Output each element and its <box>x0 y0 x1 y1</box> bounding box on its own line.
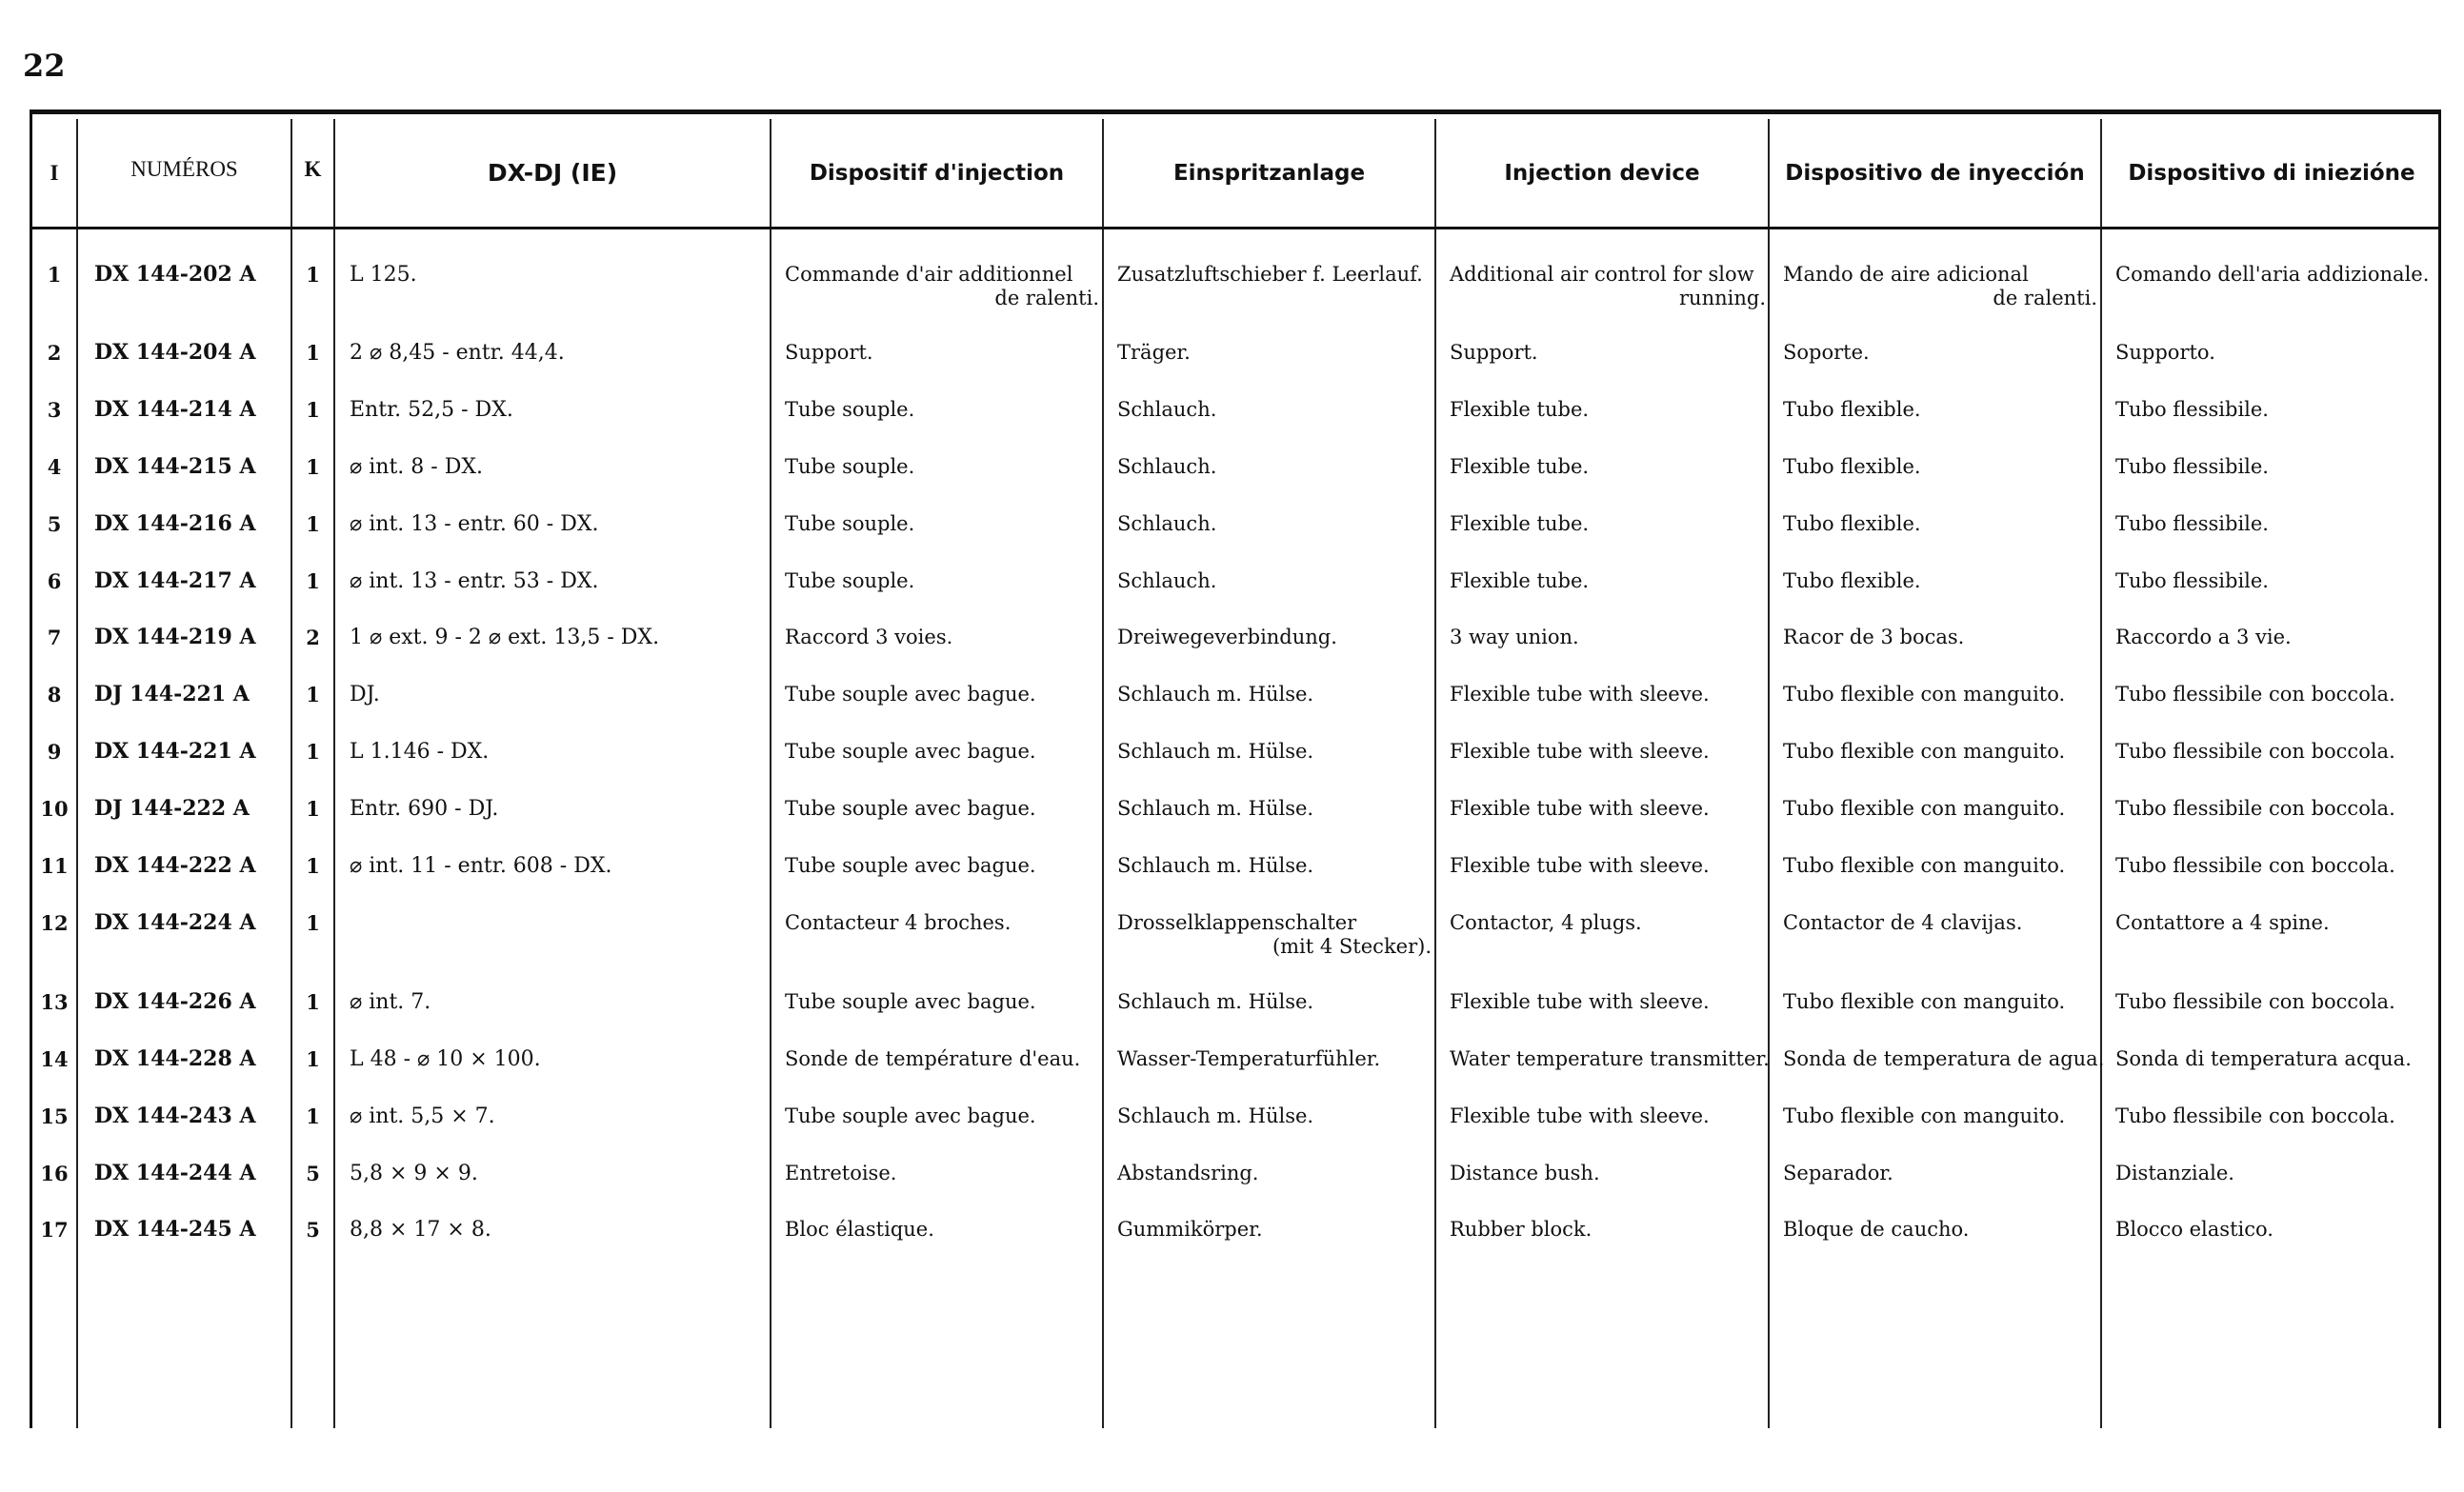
desc-spanish: Racor de 3 bocas. <box>1783 626 1965 648</box>
desc-english: Distance bush. <box>1450 1162 1600 1184</box>
quantity-k: 1 <box>306 398 320 422</box>
desc-spanish: Tubo flexible con manguito. <box>1783 1104 2066 1127</box>
desc-german: Dreiwegeverbindung. <box>1117 626 1337 648</box>
desc-german: Schlauch m. Hülse. <box>1117 683 1314 706</box>
desc-german: Schlauch m. Hülse. <box>1117 740 1314 763</box>
desc-italian: Tubo flessibile con boccola. <box>2115 990 2395 1013</box>
row-index: 4 <box>47 455 62 479</box>
row-index: 16 <box>40 1162 69 1185</box>
desc-english: Flexible tube with sleeve. <box>1450 740 1710 763</box>
desc-english: Additional air control for slow running. <box>1450 263 1766 309</box>
row-index: 7 <box>47 626 62 649</box>
part-number: DX 144-216 A <box>94 511 256 536</box>
column-divider <box>1434 119 1436 1428</box>
desc-english: Flexible tube with sleeve. <box>1450 683 1710 706</box>
quantity-k: 1 <box>306 990 320 1014</box>
desc-german: Gummikörper. <box>1117 1218 1263 1241</box>
desc-english: Flexible tube. <box>1450 569 1590 592</box>
quantity-k: 1 <box>306 797 320 821</box>
desc-french: Commande d'air additionnel de ralenti. <box>785 263 1099 309</box>
desc-french: Tube souple. <box>785 569 915 592</box>
part-number: DX 144-202 A <box>94 262 256 287</box>
desc-german: Schlauch. <box>1117 512 1217 535</box>
desc-english: Flexible tube with sleeve. <box>1450 797 1710 820</box>
header-italian: Dispositivo di iniezióne <box>2128 160 2415 186</box>
quantity-k: 1 <box>306 911 320 935</box>
dimensions: L 1.146 - DX. <box>350 740 490 764</box>
column-divider <box>1102 119 1104 1428</box>
desc-german: Schlauch m. Hülse. <box>1117 1104 1314 1127</box>
desc-italian: Tubo flessibile. <box>2115 398 2269 421</box>
desc-spanish: Tubo flexible. <box>1783 569 1921 592</box>
desc-spanish: Contactor de 4 clavijas. <box>1783 911 2023 934</box>
part-number: DX 144-215 A <box>94 454 256 479</box>
desc-italian: Blocco elastico. <box>2115 1218 2274 1241</box>
desc-english: 3 way union. <box>1450 626 1579 648</box>
row-index: 15 <box>40 1104 69 1128</box>
part-number: DX 144-222 A <box>94 853 256 878</box>
row-index: 6 <box>47 569 62 593</box>
dimensions: L 48 - ⌀ 10 × 100. <box>350 1047 541 1071</box>
desc-english: Flexible tube. <box>1450 455 1590 478</box>
desc-italian: Supporto. <box>2115 341 2215 364</box>
desc-german: Schlauch. <box>1117 569 1217 592</box>
quantity-k: 1 <box>306 1104 320 1128</box>
desc-italian: Tubo flessibile con boccola. <box>2115 797 2395 820</box>
dimensions: Entr. 52,5 - DX. <box>350 398 513 422</box>
header-model: DX-DJ (IE) <box>487 159 618 187</box>
desc-french: Tube souple. <box>785 455 915 478</box>
desc-spanish: Soporte. <box>1783 341 1870 364</box>
desc-italian: Tubo flessibile. <box>2115 455 2269 478</box>
row-index: 3 <box>47 398 62 422</box>
desc-italian: Sonda di temperatura acqua. <box>2115 1047 2412 1070</box>
dimensions: ⌀ int. 5,5 × 7. <box>350 1104 495 1128</box>
quantity-k: 1 <box>306 341 320 365</box>
desc-italian: Tubo flessibile con boccola. <box>2115 1104 2395 1127</box>
desc-french: Tube souple avec bague. <box>785 1104 1036 1127</box>
dimensions: DJ. <box>350 683 380 706</box>
desc-french: Bloc élastique. <box>785 1218 934 1241</box>
row-index: 9 <box>47 740 62 764</box>
quantity-k: 5 <box>306 1218 320 1242</box>
dimensions: ⌀ int. 7. <box>350 990 431 1014</box>
desc-german: Träger. <box>1117 341 1191 364</box>
desc-spanish: Tubo flexible con manguito. <box>1783 740 2066 763</box>
dimensions: 8,8 × 17 × 8. <box>350 1218 491 1242</box>
row-index: 8 <box>47 683 62 706</box>
dimensions: L 125. <box>350 263 417 287</box>
part-number: DX 144-217 A <box>94 568 256 593</box>
part-number: DX 144-244 A <box>94 1161 256 1185</box>
desc-french: Tube souple avec bague. <box>785 797 1036 820</box>
desc-french: Tube souple avec bague. <box>785 683 1036 706</box>
desc-spanish: Tubo flexible con manguito. <box>1783 854 2066 877</box>
desc-english: Rubber block. <box>1450 1218 1593 1241</box>
desc-spanish: Tubo flexible con manguito. <box>1783 990 2066 1013</box>
desc-italian: Raccordo a 3 vie. <box>2115 626 2292 648</box>
header-index: I <box>50 160 59 185</box>
part-number: DX 144-219 A <box>94 625 256 649</box>
dimensions: 2 ⌀ 8,45 - entr. 44,4. <box>350 341 565 365</box>
quantity-k: 1 <box>306 683 320 706</box>
quantity-k: 1 <box>306 1047 320 1071</box>
row-index: 2 <box>47 341 62 365</box>
desc-spanish: Bloque de caucho. <box>1783 1218 1970 1241</box>
desc-german: Abstandsring. <box>1117 1162 1259 1184</box>
desc-spanish: Tubo flexible con manguito. <box>1783 683 2066 706</box>
quantity-k: 1 <box>306 740 320 764</box>
quantity-k: 1 <box>306 263 320 287</box>
desc-italian: Tubo flessibile con boccola. <box>2115 854 2395 877</box>
desc-french: Tube souple avec bague. <box>785 854 1036 877</box>
desc-french: Tube souple avec bague. <box>785 990 1036 1013</box>
dimensions: Entr. 690 - DJ. <box>350 797 499 821</box>
desc-german: Zusatzluftschieber f. Leerlauf. <box>1117 263 1423 286</box>
desc-french: Raccord 3 voies. <box>785 626 953 648</box>
quantity-k: 2 <box>306 626 320 649</box>
header-english: Injection device <box>1504 160 1700 186</box>
desc-italian: Tubo flessibile con boccola. <box>2115 683 2395 706</box>
desc-german: Schlauch m. Hülse. <box>1117 990 1314 1013</box>
part-number: DX 144-204 A <box>94 340 256 365</box>
dimensions: ⌀ int. 11 - entr. 608 - DX. <box>350 854 612 878</box>
part-number: DX 144-214 A <box>94 397 256 422</box>
desc-spanish: Tubo flexible. <box>1783 398 1921 421</box>
quantity-k: 1 <box>306 854 320 878</box>
desc-english: Flexible tube with sleeve. <box>1450 854 1710 877</box>
desc-italian: Comando dell'aria addizionale. <box>2115 263 2430 286</box>
row-index: 12 <box>40 911 69 935</box>
desc-german: Schlauch. <box>1117 455 1217 478</box>
desc-spanish: Tubo flexible con manguito. <box>1783 797 2066 820</box>
row-index: 14 <box>40 1047 69 1071</box>
header-german: Einspritzanlage <box>1172 160 1366 186</box>
desc-french: Tube souple avec bague. <box>785 740 1036 763</box>
desc-french: Tube souple. <box>785 398 915 421</box>
column-divider <box>1768 119 1770 1428</box>
desc-german: Schlauch m. Hülse. <box>1117 854 1314 877</box>
desc-french: Contacteur 4 broches. <box>785 911 1012 934</box>
desc-english: Flexible tube. <box>1450 398 1590 421</box>
desc-german: Schlauch. <box>1117 398 1217 421</box>
row-index: 5 <box>47 512 62 536</box>
desc-french: Support. <box>785 341 873 364</box>
column-divider <box>2100 119 2102 1428</box>
desc-italian: Tubo flessibile con boccola. <box>2115 740 2395 763</box>
part-number: DX 144-243 A <box>94 1104 256 1128</box>
row-index: 11 <box>40 854 69 878</box>
dimensions: ⌀ int. 13 - entr. 60 - DX. <box>350 512 599 536</box>
dimensions: ⌀ int. 8 - DX. <box>350 455 483 479</box>
column-divider <box>76 119 78 1428</box>
column-divider <box>333 119 335 1428</box>
part-number: DJ 144-222 A <box>94 796 250 821</box>
desc-english: Support. <box>1450 341 1538 364</box>
desc-english: Flexible tube with sleeve. <box>1450 990 1710 1013</box>
row-index: 17 <box>40 1218 69 1242</box>
column-divider <box>770 119 771 1428</box>
part-number: DJ 144-221 A <box>94 682 250 706</box>
part-number: DX 144-245 A <box>94 1217 256 1242</box>
desc-italian: Tubo flessibile. <box>2115 512 2269 535</box>
row-index: 1 <box>47 263 62 287</box>
desc-french: Entretoise. <box>785 1162 897 1184</box>
quantity-k: 1 <box>306 512 320 536</box>
desc-italian: Tubo flessibile. <box>2115 569 2269 592</box>
desc-spanish: Sonda de temperatura de agua. <box>1783 1047 2105 1070</box>
desc-spanish: Separador. <box>1783 1162 1893 1184</box>
desc-german: Drosselklappenschalter (mit 4 Stecker). <box>1117 911 1432 958</box>
desc-french: Sonde de température d'eau. <box>785 1047 1081 1070</box>
desc-spanish: Mando de aire adicional de ralenti. <box>1783 263 2097 309</box>
part-number: DX 144-228 A <box>94 1046 256 1071</box>
desc-french: Tube souple. <box>785 512 915 535</box>
desc-italian: Contattore a 4 spine. <box>2115 911 2330 934</box>
header-k: K <box>304 157 322 181</box>
quantity-k: 1 <box>306 455 320 479</box>
row-index: 10 <box>40 797 69 821</box>
dimensions: 5,8 × 9 × 9. <box>350 1162 478 1185</box>
desc-italian: Distanziale. <box>2115 1162 2234 1184</box>
row-index: 13 <box>40 990 69 1014</box>
header-numbers: NUMÉROS <box>130 157 238 181</box>
desc-english: Contactor, 4 plugs. <box>1450 911 1642 934</box>
quantity-k: 5 <box>306 1162 320 1185</box>
dimensions: ⌀ int. 13 - entr. 53 - DX. <box>350 569 599 593</box>
part-number: DX 144-224 A <box>94 910 256 935</box>
dimensions: 1 ⌀ ext. 9 - 2 ⌀ ext. 13,5 - DX. <box>350 626 660 649</box>
desc-english: Water temperature transmitter. <box>1450 1047 1770 1070</box>
desc-spanish: Tubo flexible. <box>1783 455 1921 478</box>
desc-english: Flexible tube with sleeve. <box>1450 1104 1710 1127</box>
desc-german: Wasser-Temperaturfühler. <box>1117 1047 1381 1070</box>
desc-spanish: Tubo flexible. <box>1783 512 1921 535</box>
page-number: 22 <box>23 48 66 84</box>
desc-english: Flexible tube. <box>1450 512 1590 535</box>
part-number: DX 144-226 A <box>94 989 256 1014</box>
part-number: DX 144-221 A <box>94 739 256 764</box>
desc-german: Schlauch m. Hülse. <box>1117 797 1314 820</box>
quantity-k: 1 <box>306 569 320 593</box>
header-spanish: Dispositivo de inyección <box>1785 160 2085 186</box>
header-french: Dispositif d'injection <box>809 160 1065 186</box>
header-separator <box>30 227 2441 229</box>
